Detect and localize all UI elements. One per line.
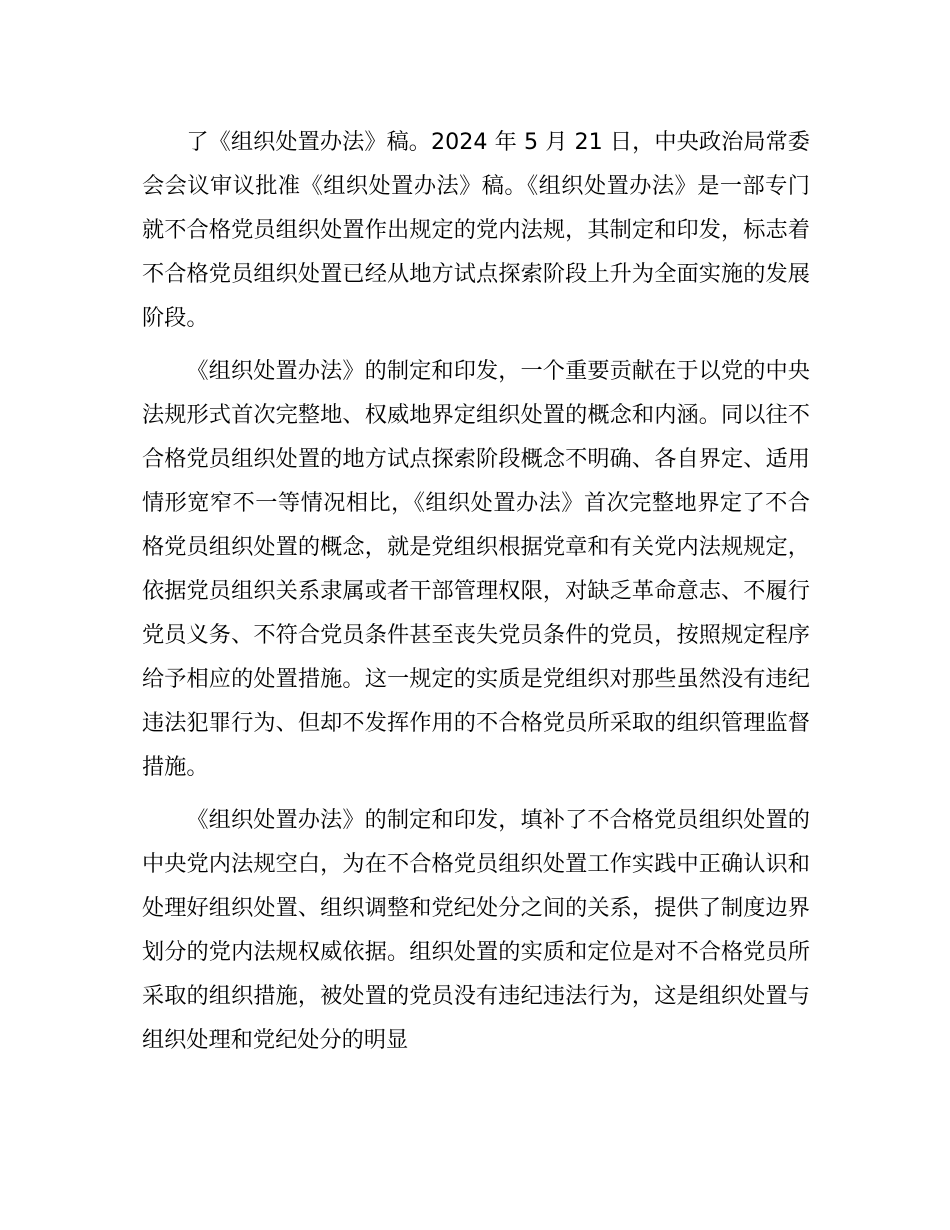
paragraph-2: 《组织处置办法》的制定和印发，一个重要贡献在于以党的中央法规形式首次完整地、权威地界定组织处置的概念和内涵。同以往不合格党员组织处置的地方试点探索阶段概念不明确、各自界定、适用情形宽窄不一等情况相比，《组织处置办法》首次完整地界定了不合格党员组织处置的概念，就是党组织根据党章和有关党内法规规定，依据党员组织关系隶属或者干部管理权限，对缺乏革命意志、不履行党员义务、不符合党员条件甚至丧失党员条件的党员，按照规定程序给予相应的处置措施。这一规定的实质是党组织对那些虽然没有违纪违法犯罪行为、但却不发挥作用的不合格党员所采取的组织管理监督措施。 (142, 358, 810, 780)
paragraph-3: 《组织处置办法》的制定和印发，填补了不合格党员组织处置的中央党内法规空白，为在不合格党员组织处置工作实践中正确认识和处理好组织处置、组织调整和党纪处分之间的关系，提供了制度边界划分的党内法规权威依据。组织处置的实质和定位是对不合格党员所采取的组织措施，被处置的党员没有违纪违法行为，这是组织处置与组织处理和党纪处分的明显 (142, 807, 810, 1053)
paragraph-1: 了《组织处置办法》稿。2024 年 5 月 21 日，中央政治局常委会会议审议批准《组织处置办法》稿。《组织处置办法》是一部专门就不合格党员组织处置作出规定的党内法规，其制定和印发，标志着不合格党员组织处置已经从地方试点探索阶段上升为全面实施的发展阶段。 (142, 129, 810, 331)
document-page (142, 120, 810, 1071)
